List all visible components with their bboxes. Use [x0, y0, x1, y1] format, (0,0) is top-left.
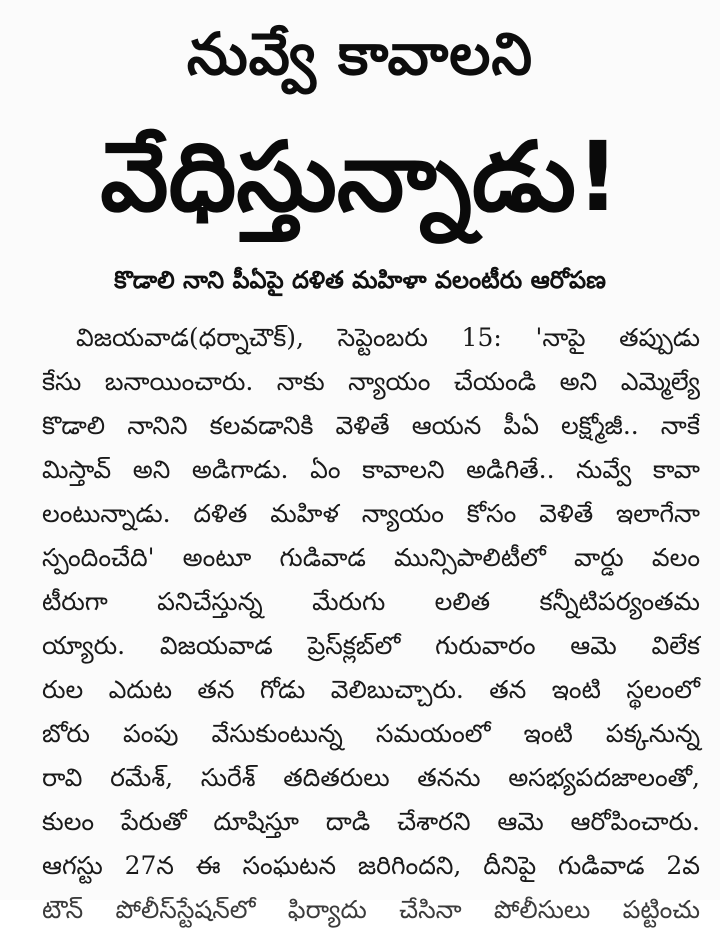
body-line: కొడాలి నానిని కలవడానికి వెళితే ఆయన పీఏ లక్ష్మోజీ.. నాకే [42, 411, 700, 440]
body-line: టౌన్ పోలీస్‌స్టేషన్‌లో ఫిర్యాదు చేసినా పోలీసులు పట్టించు [42, 895, 700, 924]
article-body [42, 316, 700, 924]
body-line: లంటున్నాడు. దళిత మహిళ న్యాయం కోసం వెళితే ఇలాగేనా [42, 499, 700, 528]
body-line: కులం పేరుతో దూషిస్తూ దాడి చేశారని ఆమె ఆరోపించారు. [42, 807, 700, 836]
subheadline: కొడాలి నాని పీఏపై దళిత మహిళా వలంటీరు ఆరోపణ [114, 266, 606, 294]
headline-line-1: నువ్వే కావాలని [186, 20, 534, 88]
body-line: టీరుగా పనిచేస్తున్న మేరుగు లలిత కన్నీటిపర్యంతమ [42, 587, 700, 616]
body-line: రావి రమేశ్, సురేశ్ తదితరులు తనను అసభ్యపదజాలంతో, [42, 763, 700, 792]
body-line: విజయవాడ(ధర్నాచౌక్), సెప్టెంబరు 15: 'నాపై తప్పుడు [76, 323, 700, 352]
body-line: కేసు బనాయించారు. నాకు న్యాయం చేయండి అని ఎమ్మెల్యే [42, 367, 700, 396]
body-line: రుల ఎదుట తన గోడు వెలిబుచ్చారు. తన ఇంటి స్థలంలో [42, 675, 700, 704]
body-line: స్పందించేది' అంటూ గుడివాడ మున్సిపాలిటీలో వార్డు వలం [42, 543, 700, 572]
body-line: మిస్తావ్ అని అడిగాడు. ఏం కావాలని అడిగితే.. నువ్వే కావా [42, 455, 700, 484]
headline-line-2: వేధిస్తున్నాడు! [100, 121, 620, 233]
body-line: బోరు పంపు వేసుకుంటున్న సమయంలో ఇంటి పక్కనున్న [42, 719, 700, 748]
body-line: య్యారు. విజయవాడ ప్రెస్‌క్లబ్‌లో గురువారం ఆమె విలేక [42, 631, 700, 660]
body-line: ఆగస్టు 27న ఈ సంఘటన జరిగిందని, దీనిపై గుడివాడ 2వ [42, 851, 700, 880]
